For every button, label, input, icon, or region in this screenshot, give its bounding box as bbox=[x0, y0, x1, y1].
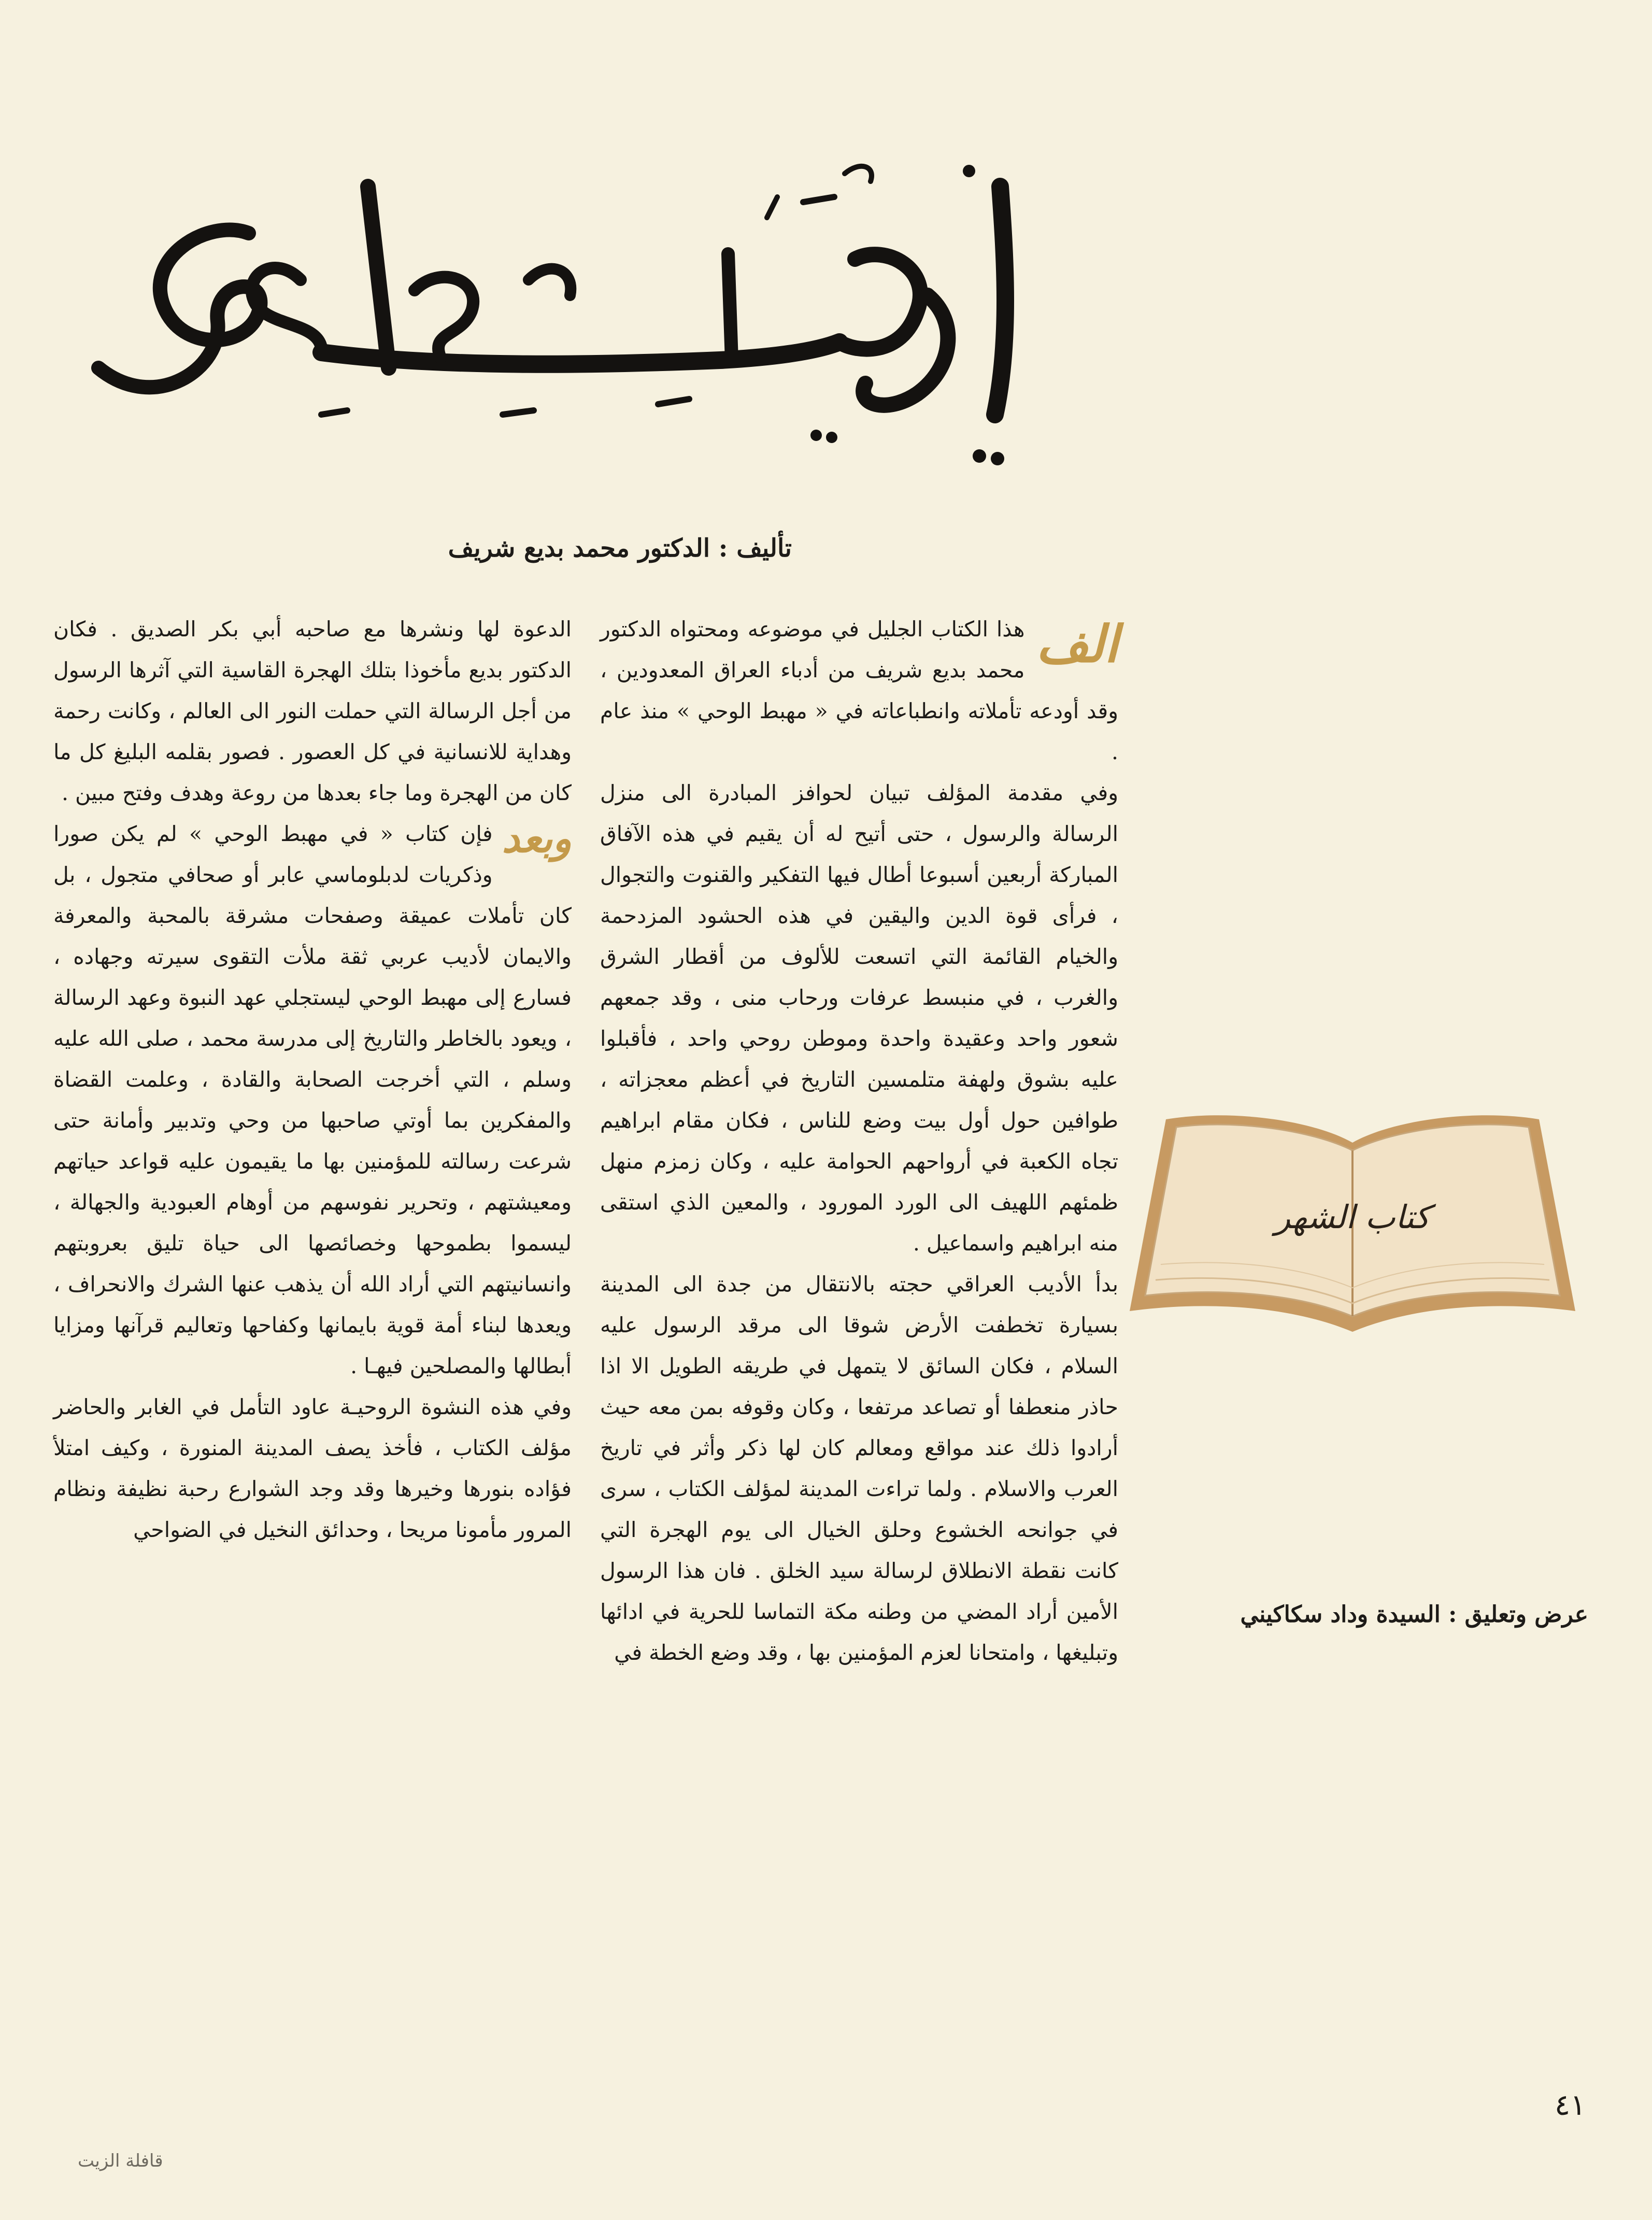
book-of-month-label: كتاب الشهر bbox=[1275, 1198, 1430, 1236]
decorative-initial-word: الف bbox=[1036, 615, 1118, 674]
paragraph: فإن كتاب « في مهبط الوحي » لم يكن صورا وذكريات لدبلوماسي عابر أو صحافي متجول ، بل كان تأملات عميقة وصفحات مشرقة بالمحبة والمعرفة والايمان لأديب عربي ثقة ملأت التقوى سيرته وجهاده ، فسارع إلى مهبط الوحي ليستجلي عهد النبوة وعهد الرسالة ، ويعود بالخاطر والتاريخ إلى مدرسة محمد ، صلى الله عليه وسلم ، التي أخرجت الصحابة والقادة ، وعلمت القضاة والمفكرين بما أوتي صاحبها من وحي وتدبير وأمانة حتى شرعت رسالته للمؤمنين بها ما يقيمون عليه قواعد حياتهم ومعيشتهم ، وتحرير نفوسهم من أوهام العبودية والجهالة ، ليسموا بطموحها وخصائصها الى حياة تليق بعروبتهم وانسانيتهم التي أراد الله أن يذهب عنها الشرك والانحراف ، ويعدها لبناء أمة قوية بايمانها وكفاحها وتعاليم قرآنها ومزايا أبطالها والمصلحين فيهـا . bbox=[53, 821, 572, 1378]
paragraph: بدأ الأديب العراقي حجته بالانتقال من جدة الى المدينة بسيارة تخطفت الأرض شوقا الى مرقد الرسول عليه السلام ، فكان السائق لا يتمهل في طريقه الطويل الا اذا حاذر منعطفا أو تصاعد مرتفعا ، وكان وقوفه بمن معه حيث أرادوا ذلك عند مواقع ومعالم كان لها ذكر وأثر في تاريخ العرب والاسلام . ولما تراءت المدينة لمؤلف الكتاب ، سرى في جوانحه الخشوع وحلق الخيال الى يوم الهجرة التي كانت نقطة الانطلاق لرسالة سيد الخلق . فان هذا الرسول الأمين أراد المضي من وطنه مكة التماسا للحرية في ادائها وتبليغها ، وامتحانا لعزم المؤمنين بها ، وقد وضع الخطة في bbox=[600, 1272, 1118, 1665]
open-book-illustration bbox=[1124, 1099, 1580, 1342]
title-calligraphy bbox=[78, 124, 1099, 477]
paragraph: هذا الكتاب الجليل في موضوعه ومحتواه الدكتور محمد بديع شريف من أدباء العراق المعدودين ، وقد أودعه تأملاته وانطباعاته في « مهبط الوحي » منذ عام . bbox=[600, 617, 1118, 764]
author-byline: تأليف : الدكتور محمد بديع شريف bbox=[448, 534, 792, 563]
article-column-right bbox=[600, 609, 1118, 1673]
article-column-left bbox=[53, 609, 572, 1550]
decorative-initial-word: وبعد bbox=[502, 815, 572, 861]
page-number: ٤١ bbox=[1555, 2088, 1586, 2122]
review-credit: عرض وتعليق : السيدة وداد سكاكيني bbox=[1240, 1601, 1588, 1628]
paragraph: وفي هذه النشوة الروحيـة عاود التأمل في الغابر والحاضر مؤلف الكتاب ، فأخذ يصف المدينة المنورة ، وكيف امتلأ فؤاده بنورها وخيرها وقد وجد الشوارع رحبة نظيفة ونظام المرور مأمونا مريحا ، وحدائق النخيل في الضواحي bbox=[53, 1394, 572, 1542]
paragraph: الدعوة لها ونشرها مع صاحبه أبي بكر الصديق . فكان الدكتور بديع مأخوذا بتلك الهجرة القاسية التي آثرها الرسول من أجل الرسالة التي حملت النور الى العالم ، وكانت رحمة وهداية للانسانية في كل العصور . فصور بقلمه البليغ كل ما كان من الهجرة وما جاء بعدها من روعة وهدف وفتح مبين . bbox=[53, 617, 572, 805]
paragraph: وفي مقدمة المؤلف تبيان لحوافز المبادرة الى منزل الرسالة والرسول ، حتى أتيح له أن يقيم في هذه الآفاق المباركة أربعين أسبوعا أطال فيها التفكير والقنوت والتجوال ، فرأى قوة الدين واليقين في هذه الحشود المزدحمة والخيام القائمة التي اتسعت للألوف من أقطار الشرق والغرب ، في منبسط عرفات ورحاب منى ، وقد جمعهم شعور واحد وعقيدة واحدة وموطن روحي واحد ، فأقبلوا عليه بشوق ولهفة متلمسين التاريخ في أعظم معجزاته ، طوافين حول أول بيت وضع للناس ، فكان مقام ابراهيم تجاه الكعبة في أرواحهم الحوامة عليه ، وكان زمزم منهل ظمئهم اللهيف الى الورد المورود ، والمعين الذي استقى منه ابراهيم واسماعيل . bbox=[600, 780, 1118, 1256]
magazine-name-footer: قافلة الزيت bbox=[78, 2151, 163, 2171]
